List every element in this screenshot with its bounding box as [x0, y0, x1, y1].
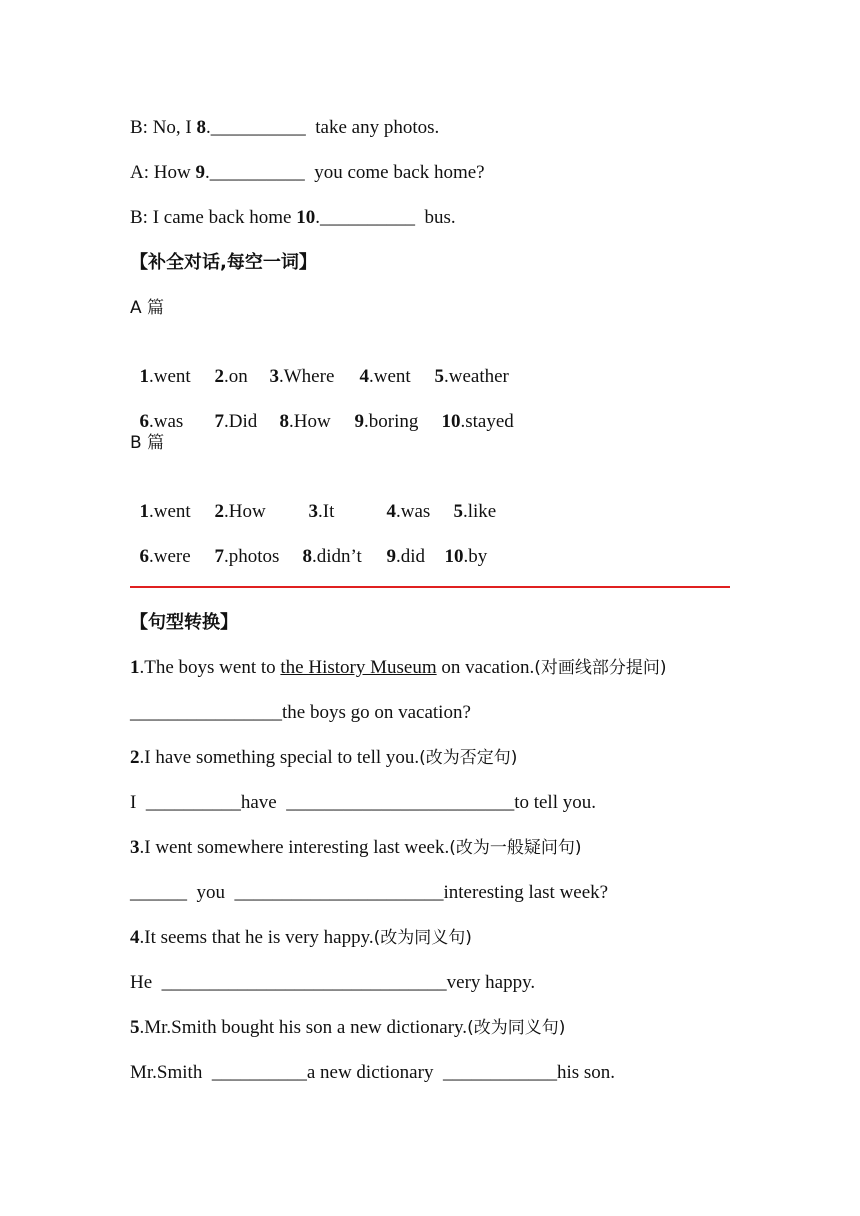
answer-item: 10.by: [444, 546, 488, 567]
answer-item: 9.did: [386, 546, 426, 567]
answer-item: 7.Did: [214, 411, 258, 432]
answer-item: 6.were: [139, 546, 191, 567]
dialogue-line-9: A: How 9.__________ you come back home?: [130, 162, 485, 183]
answer-item: 1.went: [139, 366, 191, 387]
answer-row-b2: [130, 521, 488, 567]
answer-row-a2: [130, 386, 514, 432]
section-divider: [130, 586, 730, 588]
question-1: 1.The boys went to the History Museum on vacation.(对画线部分提问): [130, 657, 667, 678]
section-b-title: B 篇: [130, 433, 165, 453]
answer-item: 3.It: [308, 501, 335, 522]
answer-item: 10.stayed: [441, 411, 514, 432]
answer-item: 8.didn’t: [302, 546, 362, 567]
answer-item: 7.photos: [214, 546, 280, 567]
answer-item: 3.Where: [269, 366, 335, 387]
answer-row-b1: [130, 476, 497, 522]
underlined-phrase: the History Museum: [280, 657, 437, 678]
answer-item: 8.How: [279, 411, 331, 432]
answer-item: 9.boring: [354, 411, 419, 432]
answer-item: 4.went: [359, 366, 411, 387]
answer-item: 1.went: [139, 501, 191, 522]
answer-blank-2: I __________have ________________________to tell you.: [130, 792, 596, 813]
question-4: 4.It seems that he is very happy.(改为同义句): [130, 927, 472, 948]
question-3: 3.I went somewhere interesting last week.(改为一般疑问句): [130, 837, 582, 858]
answer-row-a1: [130, 341, 509, 387]
answer-item: 6.was: [139, 411, 184, 432]
question-2: 2.I have something special to tell you.(改为否定句): [130, 747, 518, 768]
answer-item: 2.on: [214, 366, 248, 387]
answer-blank-3: ______ you ______________________interesting last week?: [130, 882, 609, 903]
section-a-title: A 篇: [130, 298, 165, 318]
answer-blank-5: Mr.Smith __________a new dictionary ____________his son.: [130, 1062, 616, 1083]
answer-item: 5.like: [453, 501, 497, 522]
dialogue-line-8: B: No, I 8.__________ take any photos.: [130, 117, 440, 138]
answer-item: 2.How: [214, 501, 266, 522]
answer-item: 5.weather: [434, 366, 509, 387]
transform-heading: 【句型转换】: [130, 612, 238, 633]
answer-item: 4.was: [386, 501, 431, 522]
dialogue-line-10: B: I came back home 10.__________ bus.: [130, 207, 456, 228]
answer-blank-4: He ______________________________very happy.: [130, 972, 536, 993]
answer-blank-1: ________________the boys go on vacation?: [130, 702, 471, 723]
answers-heading: 【补全对话,每空一词】: [130, 252, 317, 273]
question-5: 5.Mr.Smith bought his son a new dictionary.(改为同义句): [130, 1017, 566, 1038]
